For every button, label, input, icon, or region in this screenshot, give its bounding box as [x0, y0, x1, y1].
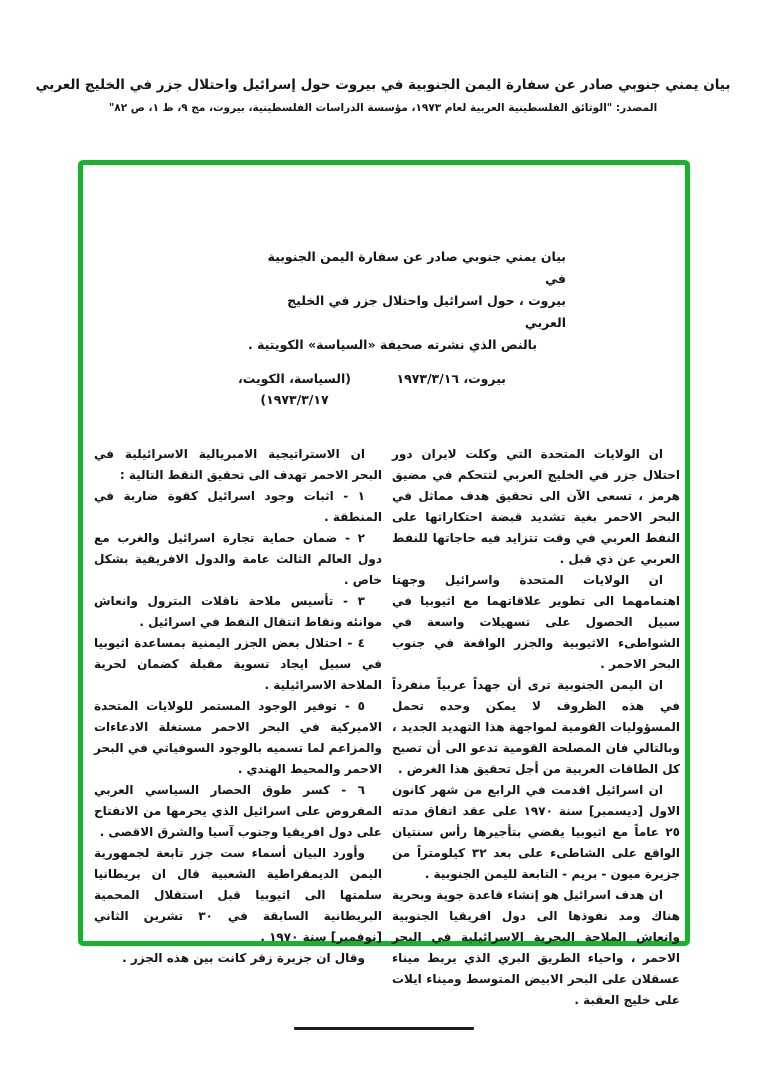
- document-body: [83, 165, 685, 1007]
- end-of-document-rule: [294, 1027, 474, 1030]
- document-title-line: بيروت ، حول اسرائيل واحتلال جزر في الخليج العربي: [287, 293, 566, 330]
- document-title: [248, 246, 566, 356]
- attribution-line: (السياسة، الكويت،: [238, 371, 351, 386]
- two-column-text: [88, 444, 680, 1011]
- attribution-line: ١٩٧٣/٣/١٧): [260, 392, 329, 407]
- paragraph: ان هدف اسرائيل هو إنشاء قاعدة جوية وبحرية هناك ومد نفوذها الى دول افريقيا الجنوبية وانعاش الملاحة البحرية الاسرائيلية في البحر الاحمر ، واحياء الطريق البري الذي يربط ميناء عسقلان على البحر الابيض المتوسط وميناء ايلات على خليج العقبة .: [392, 888, 680, 1007]
- page-title: بيان يمني جنوبي صادر عن سفارة اليمن الجنوبية في بيروت حول إسرائيل واحتلال جزر في الخليج العربي: [35, 77, 731, 93]
- paragraph: ان الولايات المتحدة التي وكلت لايران دور احتلال جزر في الخليج العربي لتتحكم في مضيق هرمز ، تسعى الآن الى تحقيق هدف مماثل في البحر الاحمر بغية تشديد قبضة احتكاراتها على النفط العربي في وقت تتزايد فيه حاجاتها للنفط العربي عن ذي قبل .: [392, 447, 680, 566]
- document-frame: [78, 160, 690, 1007]
- paragraph: ان اليمن الجنوبية ترى أن جهداً عربياً منفرداً في هذه الظروف لا يمكن وحده تحمل المسؤوليات القومية لمواجهة هذا التهديد الجديد ، وبالتالي فان المصلحة القومية تدعو الى أن تصبح كل الطاقات العربية من أجل تحقيق هذا الغرض .: [392, 678, 680, 776]
- dateline: بيروت، ١٩٧٣/٣/١٦: [396, 371, 506, 386]
- paragraph: وأورد البيان أسماء ست جزر تابعة لجمهورية اليمن الديمقراطية الشعبية قال ان بريطانيا سلمتها الى اثيوبيا قبل استقلال المحمية البريطانية السابقة في ٣٠ تشرين الثاني [نوفمبر] سنة ١٩٧٠ .: [94, 846, 382, 944]
- list-item: ١ - اثبات وجود اسرائيل كقوة ضاربة في المنطقة .: [94, 489, 382, 524]
- list-item: ٦ - كسر طوق الحصار السياسي العربي المفروض على اسرائيل الذي يحرمها من الانفتاح على دول افريقيا وجنوب آسيا والشرق الاقصى .: [94, 783, 382, 839]
- dateline-row: [238, 368, 506, 410]
- list-item: ٤ - احتلال بعض الجزر اليمنية بمساعدة اثيوبيا في سبيل ايجاد تسوية مقبلة كضمان لحرية الملاحة الاسرائيلية .: [94, 636, 382, 692]
- paragraph: وقال ان جزيرة زقر كانت بين هذه الجزر .: [122, 951, 365, 965]
- document-title-line: بالنص الذي نشرته صحيفة «السياسة» الكويتية .: [248, 337, 538, 352]
- list-item: ٢ - ضمان حماية تجارة اسرائيل والغرب مع دول العالم الثالث عامة والدول الافريقية بشكل خاص .: [94, 531, 382, 587]
- paragraph: ان الولايات المتحدة واسرائيل وجهتا اهتمامهما الى تطوير علاقاتهما مع اثيوبيا في سبيل الحصول على تسهيلات واسعة في الشواطىء الاثيوبية والجزر الواقعة في جنوب البحر الاحمر .: [392, 573, 680, 671]
- attribution: [238, 368, 351, 410]
- document-title-line: بيان يمني جنوبي صادر عن سفارة اليمن الجنوبية في: [267, 249, 566, 286]
- list-item: ٥ - توفير الوجود المستمر للولايات المتحدة الاميركية في البحر الاحمر مستغلة الادعاءات والمزاعم لما تسميه بالوجود السوفياتي في البحر الاحمر والمحيط الهندي .: [94, 699, 382, 776]
- source-citation: المصدر: "الوثائق الفلسطينية العربية لعام ١٩٧٣، مؤسسة الدراسات الفلسطينية، بيروت، مج ٩، ط ١، ص ٨٢": [108, 102, 658, 114]
- body-column-left: [94, 444, 382, 1011]
- body-column-right: [392, 444, 680, 1011]
- paragraph: ان الاستراتيجية الامبريالية الاسرائيلية في البحر الاحمر تهدف الى تحقيق النقط التالية :: [94, 447, 382, 482]
- list-item: ٣ - تأسيس ملاحة ناقلات البترول وانعاش موانئه ونقاط انتقال النفط في اسرائيل .: [94, 594, 382, 629]
- paragraph: ان اسرائيل اقدمت في الرابع من شهر كانون الاول [ديسمبر] سنة ١٩٧٠ على عقد اتفاق مدته ٢٥ عاماً مع اثيوبيا يقضي بتأجيرها رأس سنتيان الواقع على الشاطىء على بعد ٣٢ كيلومتراً من جزيرة ميون - بريم - التابعة لليمن الجنوبية .: [392, 783, 681, 881]
